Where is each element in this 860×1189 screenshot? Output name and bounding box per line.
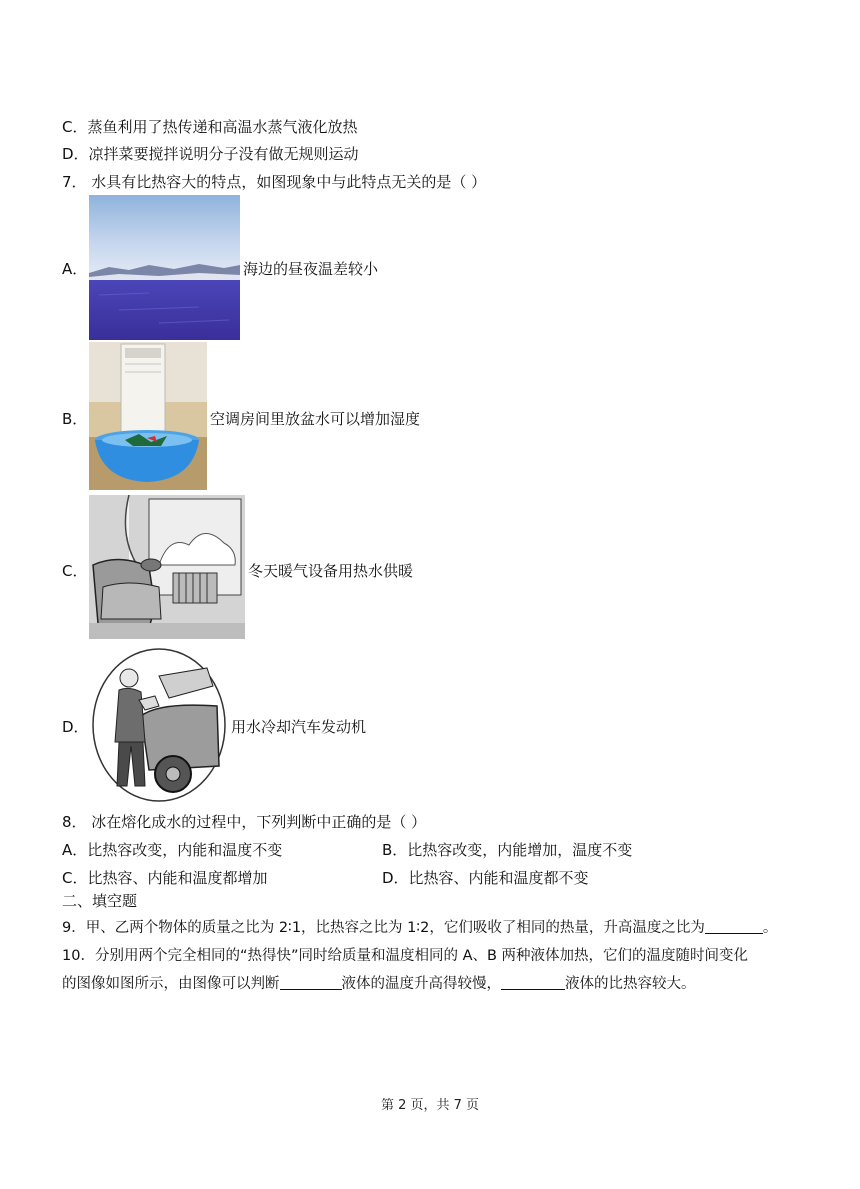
q8-option-d: D．比热容、内能和温度都不变	[382, 869, 589, 887]
q7-option-a-label: A．	[62, 260, 88, 278]
q10-answer-blank-2[interactable]	[501, 974, 565, 990]
q7-option-b-text: 空调房间里放盆水可以增加湿度	[210, 410, 421, 428]
q7-option-d-text: 用水冷却汽车发动机	[231, 718, 367, 736]
q8-stem: 8． 冰在熔化成水的过程中，下列判断中正确的是（ ）	[62, 813, 427, 831]
q8-option-a: A．比热容改变，内能和温度不变	[62, 841, 283, 859]
q7-option-b-label: B．	[62, 410, 88, 428]
q6-option-d: D．凉拌菜要搅拌说明分子没有做无规则运动	[62, 145, 359, 163]
q10-answer-blank-1[interactable]	[280, 974, 342, 990]
q10-line1: 10．分别用两个完全相同的“热得快”同时给质量和温度相同的 A、B 两种液体加热，它们的温度随时间变化	[62, 948, 749, 964]
q7-option-d-label: D．	[62, 718, 89, 736]
q10-line2-part2: 液体的温度升高得较慢，	[341, 976, 501, 992]
seaside-photo	[89, 195, 240, 340]
car-engine-cooling-sketch	[89, 646, 229, 804]
q6-option-c: C．蒸鱼利用了热传递和高温水蒸气液化放热	[62, 118, 358, 136]
q7-option-a-text: 海边的昼夜温差较小	[243, 260, 379, 278]
q7-option-c-text: 冬天暖气设备用热水供暖	[248, 562, 414, 580]
q7-option-c-label: C．	[62, 562, 88, 580]
q10-line2-part3: 液体的比热容较大。	[565, 976, 696, 992]
q9	[62, 917, 777, 939]
q9-text-after: 。	[762, 920, 778, 936]
q8-option-c: C．比热容、内能和温度都增加	[62, 869, 268, 887]
air-conditioner-basin-photo	[89, 342, 207, 490]
q9-text-before: 9．甲、乙两个物体的质量之比为 2∶1，比热容之比为 1∶2，它们吸收了相同的热量，升高温度之比为	[62, 920, 705, 936]
q8-option-b: B．比热容改变，内能增加，温度不变	[382, 841, 633, 859]
q7-stem: 7． 水具有比热容大的特点，如图现象中与此特点无关的是（ ）	[62, 173, 487, 191]
radiator-armchair-sketch	[89, 495, 245, 639]
q9-answer-blank[interactable]	[705, 918, 763, 934]
section-title: 二、填空题	[62, 892, 138, 910]
page-footer: 第 2 页，共 7 页	[380, 1098, 480, 1113]
q10-line2-part1: 的图像如图所示，由图像可以判断	[62, 976, 280, 992]
q10-line2	[62, 973, 696, 995]
